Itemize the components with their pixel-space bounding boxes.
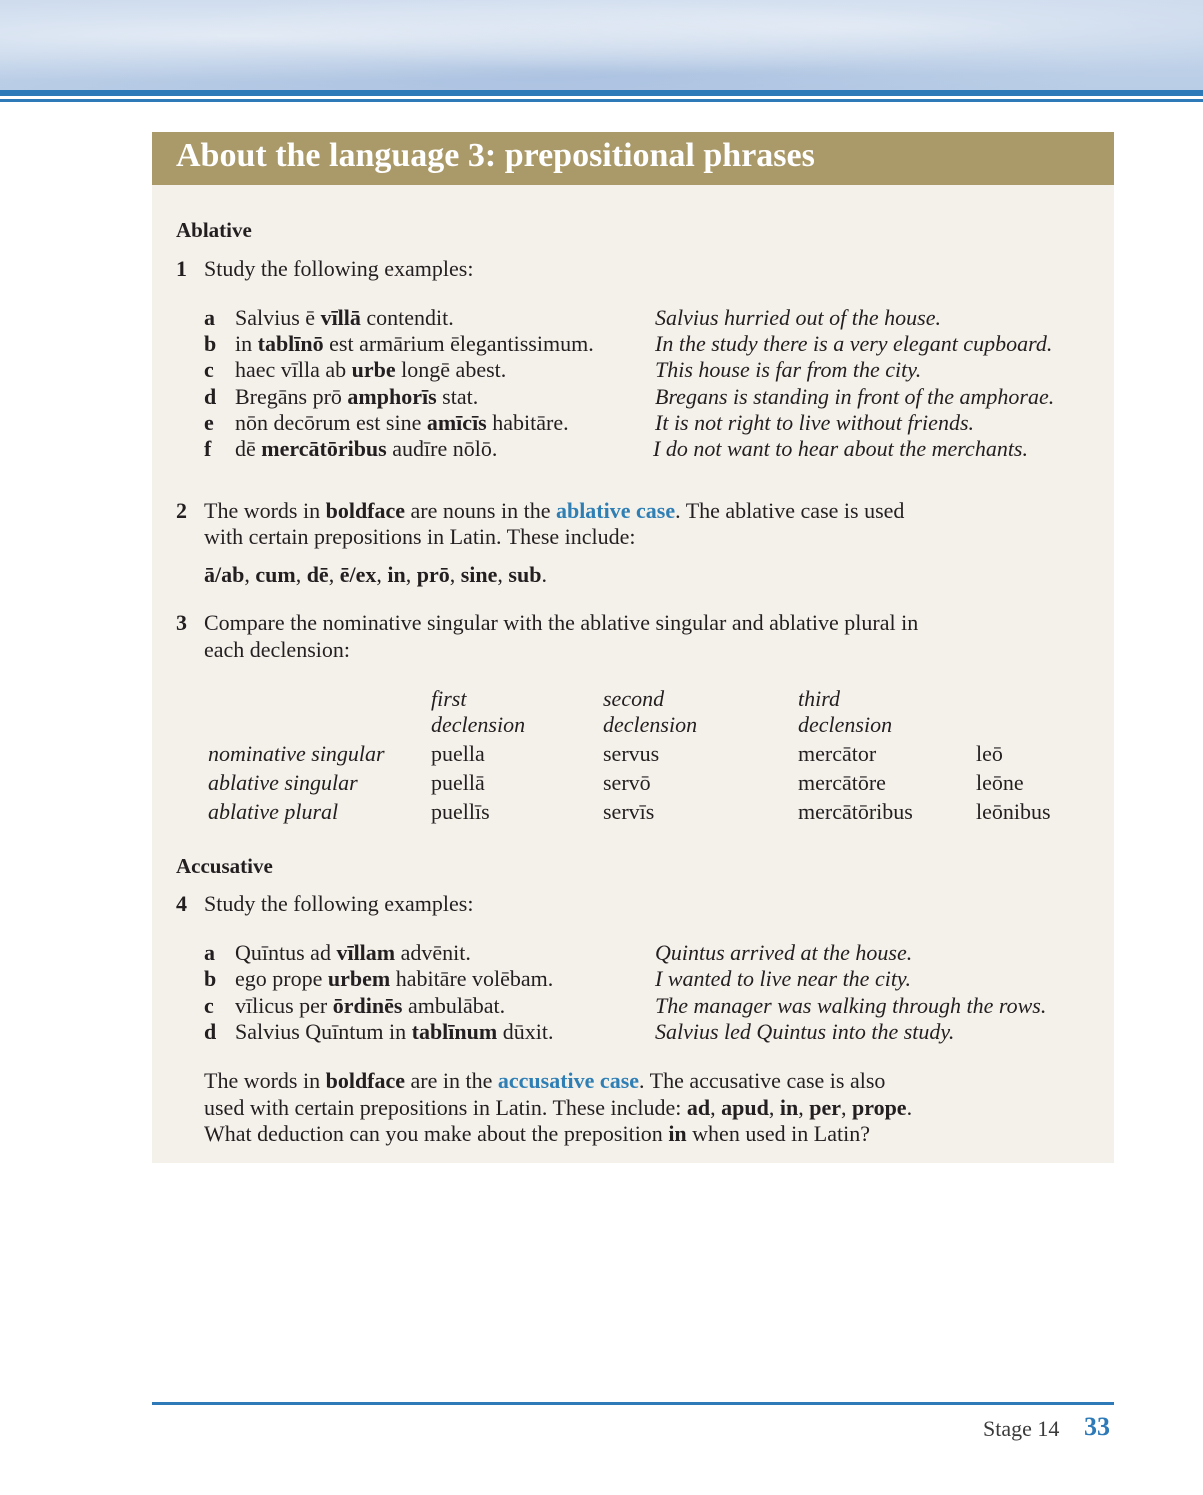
column-header: declension: [603, 712, 698, 737]
table-cell: leōne: [976, 770, 1024, 795]
example-latin: haec vīlla ab urbe longē abest.: [235, 357, 507, 382]
accusative-case-term: accusative case: [497, 1068, 640, 1093]
example-letter: c: [204, 993, 214, 1018]
example-letter: c: [204, 357, 214, 382]
example-letter: b: [204, 966, 217, 991]
page-title: About the language 3: prepositional phrases: [176, 137, 815, 174]
row-label: nominative singular: [208, 741, 385, 766]
item-number: 4: [176, 891, 187, 916]
example-translation: Quintus arrived at the house.: [655, 940, 913, 965]
page-number: 33: [1084, 1412, 1110, 1441]
stage-label: Stage 14: [983, 1416, 1060, 1441]
example-letter: a: [204, 940, 215, 965]
panel-header: [152, 132, 1114, 185]
row-label: ablative plural: [208, 799, 339, 824]
example-latin: Salvius ē vīllā contendit.: [235, 305, 454, 330]
table-cell: servus: [603, 741, 660, 766]
footer-rule: [152, 1402, 1114, 1405]
accusative-heading: Accusative: [176, 854, 273, 878]
top-banner: [0, 0, 1203, 90]
row-label: ablative singular: [208, 770, 358, 795]
example-translation: This house is far from the city.: [655, 357, 922, 382]
example-translation: Salvius hurried out of the house.: [655, 305, 941, 330]
table-cell: servō: [603, 770, 651, 795]
item-text: Study the following examples:: [204, 891, 474, 916]
example-translation: Bregans is standing in front of the amphorae.: [655, 384, 1055, 409]
item-number: 2: [176, 498, 187, 523]
example-letter: a: [204, 305, 215, 330]
column-header: third: [798, 686, 840, 711]
top-rule: [0, 90, 1203, 96]
column-header: declension: [798, 712, 893, 737]
table-cell: mercātor: [798, 741, 877, 766]
example-translation: I wanted to live near the city.: [655, 966, 911, 991]
item-text: Compare the nominative singular with the ablative singular and ablative plural in: [204, 610, 919, 635]
example-latin: Quīntus ad vīllam advēnit.: [235, 940, 471, 965]
item-number: 1: [176, 256, 187, 281]
explanation-line: What deduction can you make about the preposition in when used in Latin?: [204, 1121, 870, 1146]
item-text: with certain prepositions in Latin. These include:: [204, 524, 636, 549]
table-cell: leō: [976, 741, 1003, 766]
item-number: 3: [176, 610, 187, 635]
example-latin: ego prope urbem habitāre volēbam.: [235, 966, 554, 991]
item-text: The words in boldface are nouns in the ablative case. The ablative case is used: [204, 498, 905, 523]
top-rule-thin: [0, 99, 1203, 102]
item-text: each declension:: [204, 637, 350, 662]
example-latin: Salvius Quīntum in tablīnum dūxit.: [235, 1019, 554, 1044]
explanation-line: The words in boldface are in the accusative case. The accusative case is also: [204, 1068, 886, 1093]
example-latin: Bregāns prō amphorīs stat.: [235, 384, 479, 409]
example-translation: It is not right to live without friends.: [655, 410, 974, 435]
table-cell: mercātōribus: [798, 799, 913, 824]
example-latin: in tablīnō est armārium ēlegantissimum.: [235, 331, 594, 356]
example-letter: f: [204, 436, 212, 461]
preposition-list: ā/ab, cum, dē, ē/ex, in, prō, sine, sub.: [204, 562, 547, 587]
table-cell: puellīs: [431, 799, 490, 824]
column-header: first: [431, 686, 467, 711]
item-text: Study the following examples:: [204, 256, 474, 281]
table-cell: puellā: [431, 770, 485, 795]
example-letter: e: [204, 410, 214, 435]
example-translation: Salvius led Quintus into the study.: [655, 1019, 955, 1044]
example-translation: I do not want to hear about the merchants.: [653, 436, 1028, 461]
example-letter: d: [204, 384, 217, 409]
example-translation: In the study there is a very elegant cupboard.: [655, 331, 1053, 356]
example-translation: The manager was walking through the rows.: [655, 993, 1047, 1018]
example-latin: vīlicus per ōrdinēs ambulābat.: [235, 993, 506, 1018]
column-header: second: [603, 686, 665, 711]
table-cell: mercātōre: [798, 770, 886, 795]
example-latin: nōn decōrum est sine amīcīs habitāre.: [235, 410, 569, 435]
column-header: declension: [431, 712, 526, 737]
table-cell: servīs: [603, 799, 655, 824]
example-letter: b: [204, 331, 217, 356]
explanation-line: used with certain prepositions in Latin. These include: ad, apud, in, per, prope.: [204, 1095, 913, 1120]
table-cell: puella: [431, 741, 485, 766]
example-letter: d: [204, 1019, 217, 1044]
table-cell: leōnibus: [976, 799, 1051, 824]
example-latin: dē mercātōribus audīre nōlō.: [235, 436, 498, 461]
ablative-heading: Ablative: [176, 218, 252, 242]
ablative-case-term: ablative case: [555, 498, 676, 523]
